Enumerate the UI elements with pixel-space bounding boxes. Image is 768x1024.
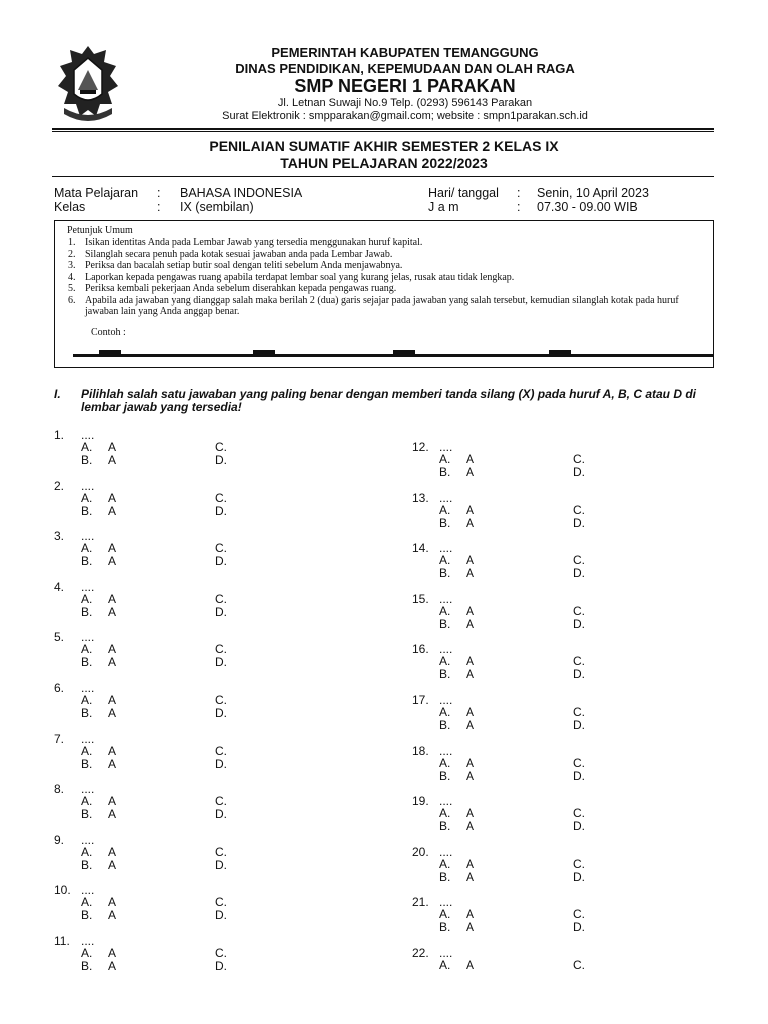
- question-stem: ....: [439, 642, 453, 657]
- option-value: A: [466, 907, 475, 922]
- option-letter-b: B.: [439, 515, 451, 530]
- option-letter-a: A.: [439, 502, 451, 517]
- question-item: [54, 782, 374, 826]
- option-row: [439, 857, 639, 870]
- option-row: [81, 706, 281, 719]
- meta-labels-right: [428, 186, 528, 214]
- example-mark-b: [253, 350, 275, 356]
- option-letter-d: D.: [573, 768, 585, 783]
- question-stem: ....: [81, 832, 95, 847]
- option-letter-a: A.: [439, 806, 451, 821]
- option-letter-d: D.: [573, 566, 585, 581]
- option-row: [81, 655, 281, 668]
- question-number: 19.: [412, 794, 429, 809]
- option-row: [81, 858, 281, 871]
- option-row: [81, 453, 281, 466]
- option-letter-c: C.: [573, 806, 585, 821]
- option-row: [81, 605, 281, 618]
- option-value: A: [466, 603, 475, 618]
- option-letter-d: D.: [573, 465, 585, 479]
- question-item: [54, 732, 374, 776]
- option-row: [81, 959, 281, 972]
- option-value: A: [108, 794, 117, 809]
- question-item: [412, 693, 732, 737]
- option-value: A: [108, 743, 117, 758]
- option-letter-b: B.: [81, 655, 93, 670]
- option-letter-c: C.: [215, 693, 227, 707]
- option-row: [81, 491, 281, 504]
- option-letter-c: C.: [573, 856, 585, 871]
- option-row: [81, 504, 281, 517]
- school-name: SMP NEGERI 1 PARAKAN: [294, 76, 516, 96]
- option-row: [439, 654, 639, 667]
- option-row: [439, 617, 639, 630]
- option-value: A: [108, 706, 117, 720]
- question-item: [412, 794, 732, 838]
- option-value: A: [466, 667, 475, 682]
- option-value: A: [108, 857, 117, 872]
- option-letter-b: B.: [81, 503, 93, 518]
- question-stem: ....: [439, 541, 453, 556]
- option-row: [439, 465, 639, 478]
- option-value: A: [108, 453, 117, 467]
- option-value: A: [108, 541, 117, 556]
- option-letter-a: A.: [439, 856, 451, 871]
- option-letter-d: D.: [573, 616, 585, 631]
- question-stem: ....: [439, 946, 453, 960]
- option-row: [439, 705, 639, 718]
- option-row: [81, 807, 281, 820]
- option-letter-c: C.: [215, 440, 227, 454]
- option-letter-d: D.: [215, 554, 227, 569]
- option-letter-b: B.: [81, 554, 93, 569]
- option-letter-a: A.: [439, 907, 451, 922]
- option-value: A: [466, 920, 475, 935]
- option-value: A: [108, 440, 117, 454]
- option-row: [439, 452, 639, 465]
- instruction-item: [55, 249, 705, 261]
- question-item: [412, 895, 732, 939]
- option-letter-d: D.: [215, 857, 227, 872]
- option-letter-d: D.: [573, 869, 585, 884]
- header-divider-thin: [52, 131, 714, 132]
- option-value: A: [108, 807, 117, 822]
- option-value: A: [466, 654, 475, 669]
- option-letter-b: B.: [439, 566, 451, 581]
- option-letter-b: B.: [81, 857, 93, 872]
- option-letter-d: D.: [215, 655, 227, 670]
- option-row: [81, 693, 281, 706]
- instruction-item: [55, 283, 705, 295]
- option-row: [439, 718, 639, 731]
- option-value: A: [466, 566, 475, 581]
- question-number: 8.: [54, 782, 65, 797]
- time-value: 07.30 - 09.00 WIB: [537, 200, 638, 214]
- option-letter-a: A.: [439, 553, 451, 568]
- question-item: [54, 934, 374, 978]
- subject-label: Mata Pelajaran: [54, 186, 139, 200]
- separator: :: [157, 200, 161, 214]
- question-number: 6.: [54, 681, 65, 695]
- question-stem: ....: [439, 794, 453, 809]
- question-stem: ....: [81, 731, 95, 746]
- question-stem: ....: [81, 782, 95, 797]
- example-label: Contoh :: [91, 327, 126, 338]
- question-stem: ....: [439, 440, 453, 454]
- option-letter-d: D.: [573, 718, 585, 732]
- time-label: J a m: [428, 200, 459, 214]
- option-letter-a: A.: [439, 603, 451, 618]
- question-stem: ....: [439, 743, 453, 758]
- option-letter-a: A.: [81, 844, 93, 859]
- option-value: A: [466, 705, 475, 719]
- option-value: A: [108, 693, 117, 707]
- option-letter-d: D.: [215, 503, 227, 518]
- instruction-item: [55, 260, 705, 272]
- option-letter-a: A.: [439, 705, 451, 719]
- question-number: 22.: [412, 946, 429, 960]
- question-item: [54, 883, 374, 927]
- option-value: A: [108, 946, 117, 960]
- question-stem: ....: [81, 883, 95, 898]
- instructions-box: [54, 220, 714, 368]
- question-stem: ....: [439, 591, 453, 606]
- exam-year: TAHUN PELAJARAN 2022/2023: [280, 155, 488, 171]
- option-value: A: [466, 515, 475, 530]
- question-item: [54, 630, 374, 674]
- instruction-number: 5.: [68, 283, 76, 294]
- instruction-number: 6.: [68, 294, 76, 306]
- option-value: A: [466, 768, 475, 783]
- instructions-title: Petunjuk Umum: [67, 225, 133, 236]
- option-letter-c: C.: [215, 490, 227, 505]
- option-letter-c: C.: [215, 946, 227, 960]
- option-value: A: [466, 806, 475, 821]
- instruction-number: 4.: [68, 271, 76, 283]
- option-row: [81, 440, 281, 453]
- option-letter-b: B.: [439, 869, 451, 884]
- option-letter-d: D.: [215, 756, 227, 771]
- meta-seps-right: [517, 186, 527, 214]
- option-value: A: [466, 958, 475, 972]
- option-row: [439, 769, 639, 782]
- option-value: A: [466, 502, 475, 517]
- exam-title: PENILAIAN SUMATIF AKHIR SEMESTER 2 KELAS IX: [209, 138, 559, 154]
- option-letter-a: A.: [81, 794, 93, 809]
- header-divider-thick: [52, 128, 714, 130]
- question-item: [412, 744, 732, 788]
- question-item: [54, 580, 374, 624]
- option-value: A: [108, 908, 117, 923]
- option-letter-d: D.: [573, 515, 585, 530]
- question-number: 11.: [54, 934, 70, 948]
- option-letter-c: C.: [215, 642, 227, 657]
- option-row: [439, 958, 639, 971]
- option-letter-b: B.: [439, 819, 451, 834]
- question-item: [412, 592, 732, 636]
- option-value: A: [466, 819, 475, 834]
- option-letter-d: D.: [215, 604, 227, 619]
- option-letter-c: C.: [573, 958, 585, 972]
- meta-values-right: [537, 186, 717, 214]
- option-letter-b: B.: [439, 768, 451, 783]
- option-value: A: [466, 755, 475, 770]
- option-value: A: [466, 452, 475, 466]
- option-value: A: [108, 490, 117, 505]
- option-row: [81, 554, 281, 567]
- question-item: [412, 845, 732, 889]
- option-row: [439, 667, 639, 680]
- question-number: 9.: [54, 832, 65, 847]
- option-value: A: [108, 756, 117, 771]
- question-number: 12.: [412, 440, 429, 454]
- option-letter-c: C.: [573, 654, 585, 669]
- questions-column-right: [412, 440, 742, 1020]
- option-letter-a: A.: [81, 743, 93, 758]
- option-row: [81, 541, 281, 554]
- option-letter-b: B.: [81, 908, 93, 923]
- option-letter-a: A.: [81, 591, 93, 606]
- option-letter-a: A.: [81, 440, 93, 454]
- option-row: [439, 907, 639, 920]
- option-row: [81, 744, 281, 757]
- question-item: [54, 428, 374, 472]
- instruction-text: Periksa dan bacalah setiap butir soal dengan teliti sebelum Anda menjawabnya.: [85, 260, 403, 271]
- government-line: PEMERINTAH KABUPATEN TEMANGGUNG: [271, 45, 539, 60]
- option-letter-b: B.: [81, 604, 93, 619]
- option-row: [439, 503, 639, 516]
- question-number: 15.: [412, 591, 429, 606]
- question-stem: ....: [439, 844, 453, 859]
- option-letter-c: C.: [215, 591, 227, 606]
- option-row: [81, 757, 281, 770]
- day-label: Hari/ tanggal: [428, 186, 499, 200]
- option-letter-b: B.: [439, 920, 451, 935]
- option-row: [439, 819, 639, 832]
- option-value: A: [108, 959, 117, 973]
- option-letter-b: B.: [81, 756, 93, 771]
- meta-labels-left: [54, 186, 169, 214]
- class-label: Kelas: [54, 200, 86, 214]
- option-letter-c: C.: [215, 743, 227, 758]
- option-letter-d: D.: [215, 453, 227, 467]
- option-row: [439, 516, 639, 529]
- option-letter-d: D.: [215, 706, 227, 720]
- question-number: 1.: [54, 428, 65, 442]
- option-letter-b: B.: [439, 667, 451, 682]
- question-item: [54, 479, 374, 523]
- instruction-text: Apabila ada jawaban yang dianggap salah maka berilah 2 (dua) garis sejajar pada jawaban yang salah tersebut, kemudian silanglah kotak pada huruf jawaban lain yang Anda anggap benar.: [85, 294, 679, 317]
- question-stem: ....: [439, 895, 453, 910]
- option-value: A: [466, 718, 475, 732]
- option-letter-c: C.: [215, 794, 227, 809]
- option-value: A: [466, 465, 475, 479]
- option-letter-b: B.: [81, 807, 93, 822]
- option-row: [81, 908, 281, 921]
- instruction-text: Silanglah secara penuh pada kotak sesuai jawaban anda pada Lembar Jawab.: [85, 248, 393, 260]
- option-value: A: [108, 604, 117, 619]
- option-row: [439, 566, 639, 579]
- question-stem: ....: [81, 428, 95, 442]
- school-contact: Surat Elektronik : smpparakan@gmail.com; website : smpn1parakan.sch.id: [222, 110, 588, 122]
- option-value: A: [466, 869, 475, 884]
- option-row: [439, 756, 639, 769]
- question-item: [54, 681, 374, 725]
- option-letter-a: A.: [81, 541, 93, 556]
- option-letter-d: D.: [215, 807, 227, 822]
- question-number: 13.: [412, 490, 429, 505]
- option-letter-d: D.: [573, 920, 585, 935]
- question-number: 2.: [54, 478, 65, 493]
- option-letter-c: C.: [573, 755, 585, 770]
- question-stem: ....: [81, 478, 95, 493]
- subject-value: BAHASA INDONESIA: [180, 186, 303, 200]
- instructions-list: [55, 237, 705, 318]
- option-letter-a: A.: [81, 895, 93, 910]
- question-number: 20.: [412, 844, 429, 859]
- option-row: [81, 592, 281, 605]
- question-stem: ....: [81, 630, 95, 645]
- option-letter-c: C.: [215, 541, 227, 556]
- option-letter-c: C.: [215, 895, 227, 910]
- option-letter-c: C.: [573, 553, 585, 568]
- option-letter-d: D.: [573, 667, 585, 682]
- question-item: [54, 529, 374, 573]
- question-number: 16.: [412, 642, 429, 657]
- question-stem: ....: [81, 934, 95, 948]
- option-row: [439, 604, 639, 617]
- question-number: 10.: [54, 883, 71, 898]
- question-stem: ....: [439, 490, 453, 505]
- question-number: 14.: [412, 541, 429, 556]
- option-row: [81, 946, 281, 959]
- section-number: I.: [54, 387, 61, 401]
- option-letter-b: B.: [81, 959, 93, 973]
- option-letter-b: B.: [81, 453, 93, 467]
- option-row: [439, 806, 639, 819]
- option-letter-c: C.: [573, 603, 585, 618]
- instruction-text: Laporkan kepada pengawas ruang apabila terdapat lembar soal yang kurang jelas, rusak atau tidak lengkap.: [85, 271, 515, 283]
- class-value: IX (sembilan): [180, 200, 254, 214]
- option-row: [81, 794, 281, 807]
- option-letter-a: A.: [439, 958, 451, 972]
- question-stem: ....: [81, 681, 95, 695]
- example-mark-d: [549, 350, 571, 356]
- option-value: A: [108, 655, 117, 670]
- option-letter-b: B.: [81, 706, 93, 720]
- question-item: [412, 946, 732, 990]
- question-item: [412, 440, 732, 484]
- option-value: A: [108, 554, 117, 569]
- instruction-number: 2.: [68, 248, 76, 260]
- option-row: [81, 895, 281, 908]
- option-value: A: [466, 856, 475, 871]
- question-number: 7.: [54, 731, 65, 746]
- option-value: A: [466, 553, 475, 568]
- school-address: Jl. Letnan Suwaji No.9 Telp. (0293) 596143 Parakan: [277, 97, 533, 109]
- instruction-number: 1.: [68, 237, 76, 248]
- instruction-item: [55, 237, 705, 249]
- separator: :: [517, 200, 521, 214]
- option-letter-d: D.: [573, 819, 585, 834]
- question-number: 5.: [54, 630, 65, 645]
- day-value: Senin, 10 April 2023: [537, 186, 649, 200]
- instruction-text: Isikan identitas Anda pada Lembar Jawab yang tersedia menggunakan huruf kapital.: [85, 237, 423, 248]
- question-item: [412, 491, 732, 535]
- question-item: [412, 642, 732, 686]
- option-value: A: [108, 844, 117, 859]
- question-stem: ....: [439, 693, 453, 707]
- question-number: 3.: [54, 529, 65, 544]
- section-instruction: [54, 388, 720, 414]
- option-value: A: [108, 895, 117, 910]
- option-row: [81, 642, 281, 655]
- option-row: [81, 845, 281, 858]
- question-number: 17.: [412, 693, 429, 707]
- option-letter-c: C.: [573, 502, 585, 517]
- instruction-text: Periksa kembali pekerjaan Anda sebelum diserahkan kepada pengawas ruang.: [85, 283, 397, 294]
- instruction-item: [55, 295, 705, 318]
- option-letter-a: A.: [81, 693, 93, 707]
- option-letter-c: C.: [215, 844, 227, 859]
- instruction-number: 3.: [68, 260, 76, 271]
- option-letter-a: A.: [439, 654, 451, 669]
- question-item: [412, 541, 732, 585]
- question-item: [54, 833, 374, 877]
- instruction-item: [55, 272, 705, 284]
- option-row: [439, 870, 639, 883]
- option-letter-d: D.: [215, 959, 227, 973]
- option-letter-c: C.: [573, 452, 585, 466]
- option-row: [439, 920, 639, 933]
- option-letter-a: A.: [81, 946, 93, 960]
- department-line: DINAS PENDIDIKAN, KEPEMUDAAN DAN OLAH RAGA: [235, 61, 575, 76]
- option-letter-b: B.: [439, 465, 451, 479]
- question-number: 4.: [54, 579, 65, 594]
- option-letter-a: A.: [81, 642, 93, 657]
- question-stem: ....: [81, 529, 95, 544]
- option-letter-a: A.: [439, 452, 451, 466]
- option-letter-b: B.: [439, 616, 451, 631]
- separator: :: [517, 186, 521, 200]
- option-letter-a: A.: [439, 755, 451, 770]
- meta-values-left: [180, 186, 400, 214]
- questions-column-left: [54, 428, 384, 1018]
- title-divider: [52, 176, 714, 177]
- option-row: [439, 553, 639, 566]
- option-value: A: [108, 642, 117, 657]
- option-letter-a: A.: [81, 490, 93, 505]
- option-value: A: [108, 503, 117, 518]
- option-value: A: [108, 591, 117, 606]
- example-mark-c: [393, 350, 415, 356]
- question-stem: ....: [81, 579, 95, 594]
- option-letter-c: C.: [573, 705, 585, 719]
- section-text: Pilihlah salah satu jawaban yang paling benar dengan memberi tanda silang (X) pada huruf A, B, C atau D di lembar jawab yang tersedia!: [81, 387, 696, 414]
- option-value: A: [466, 616, 475, 631]
- question-number: 21.: [412, 895, 429, 910]
- separator: :: [157, 186, 161, 200]
- option-letter-b: B.: [439, 718, 451, 732]
- option-letter-d: D.: [215, 908, 227, 923]
- question-number: 18.: [412, 743, 429, 758]
- example-mark-a: [99, 350, 121, 356]
- meta-seps-left: [157, 186, 167, 214]
- option-letter-c: C.: [573, 907, 585, 922]
